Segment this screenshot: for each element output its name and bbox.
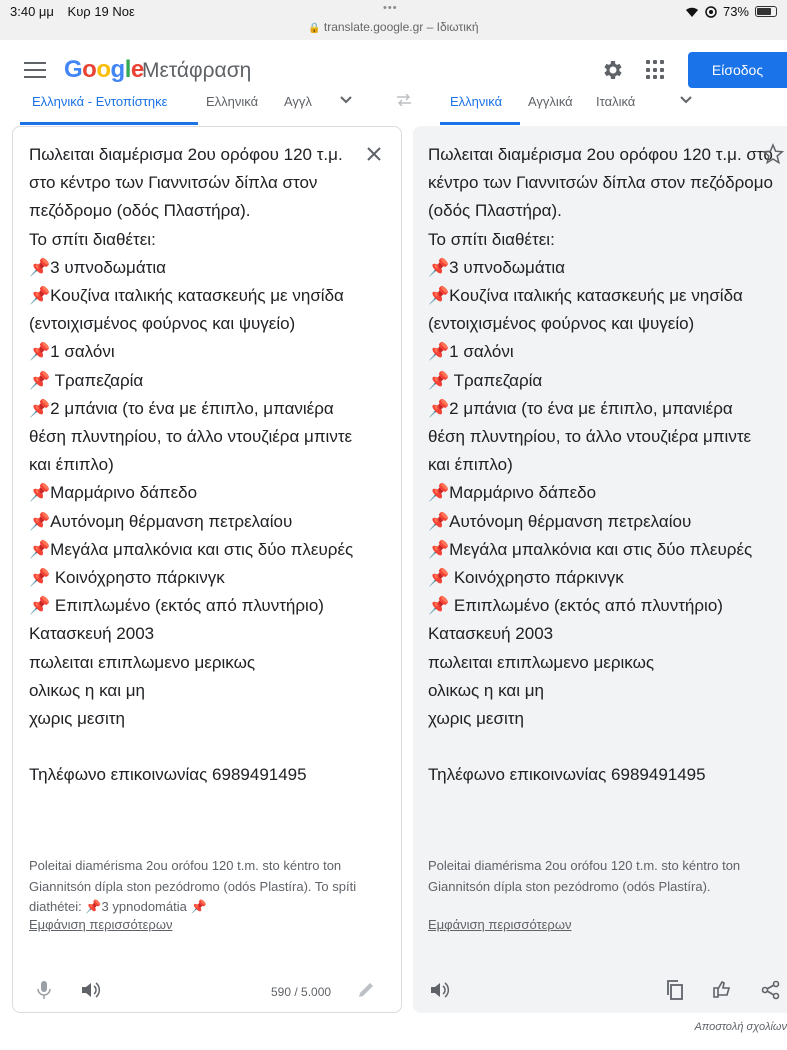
battery-percent: 73% — [722, 4, 749, 19]
send-feedback-link[interactable]: Αποστολή σχολίων — [694, 1021, 787, 1033]
character-counter: 590 / 5.000 — [271, 985, 332, 999]
source-show-more-link[interactable]: Εμφάνιση περισσότερων — [29, 917, 173, 932]
tab-source-detected[interactable]: Ελληνικά - Εντοπίστηκε — [32, 94, 168, 109]
tab-target-greek[interactable]: Ελληνικά — [450, 94, 503, 109]
language-tabs — [0, 88, 787, 126]
edit-pencil-icon[interactable] — [355, 979, 377, 1001]
gear-icon[interactable] — [600, 58, 624, 82]
battery-icon — [755, 6, 777, 17]
source-panel — [12, 126, 402, 1013]
swap-languages-icon[interactable] — [396, 94, 412, 106]
target-show-more-link[interactable]: Εμφάνιση περισσότερων — [428, 917, 572, 932]
speaker-icon[interactable] — [79, 979, 101, 1001]
feedback-rate-icon[interactable] — [712, 979, 734, 1001]
status-time-date — [10, 4, 145, 19]
microphone-icon[interactable] — [33, 979, 55, 1001]
tab-target-italian[interactable]: Ιταλικά — [596, 94, 636, 109]
target-tab-underline — [440, 122, 520, 125]
google-logo[interactable]: Google — [64, 56, 144, 83]
source-tab-underline — [20, 122, 198, 125]
private-label: – Ιδιωτική — [426, 20, 479, 34]
signin-button[interactable]: Είσοδος — [688, 52, 787, 88]
status-date: Κυρ 19 Νοε — [67, 4, 135, 19]
tab-target-english[interactable]: Αγγλικά — [528, 94, 573, 109]
browser-dots[interactable]: ••• — [383, 2, 398, 14]
orientation-lock-icon — [705, 6, 717, 18]
copy-icon[interactable] — [664, 979, 686, 1001]
star-icon[interactable] — [762, 143, 784, 165]
clear-text-icon[interactable] — [365, 145, 383, 163]
speaker-icon[interactable] — [428, 979, 450, 1001]
menu-icon[interactable] — [24, 62, 46, 78]
status-time: 3:40 μμ — [10, 4, 54, 19]
translation-output: Πωλειται διαμέρισμα 2ου ορόφου 120 τ.μ. στο κέντρο των Γιαννιτσών δίπλα στον πεζόδρομο (οδός Πλαστήρα). Το σπίτι διαθέτει: 📌3 υπνοδωμάτια 📌Κουζίνα ιταλικής κατασκευής με νησίδα (εντοιχισμένος φούρνος και ψυγείο) 📌1 σαλόνι 📌 Τραπεζαρία 📌2 μπάνια (το ένα με έπιπλο, μπανιέρα θέση πλυντηρίου, το άλλο ντουζιέρα μπιντε και έπιπλο) 📌Μαρμάρινο δάπεδο 📌Αυτόνομη θέρμανση πετρελαίου 📌Μεγάλα μπαλκόνια και στις δύο πλευρές 📌 Κοινόχρηστο πάρκινγκ 📌 Επιπλωμένο (εκτός από πλυντήριο) Κατασκευή 2003 πωλειται επιπλωμενο μερικως ολικως η και μη χωρις μεσιτη Τηλέφωνο επικοινωνίας 6989491495 — [428, 145, 773, 785]
status-indicators — [685, 4, 777, 19]
wifi-icon — [685, 6, 699, 18]
status-bar — [0, 0, 787, 40]
source-transliteration: Poleitai diamérisma 2ou orófou 120 t.m. sto kéntro ton Giannitsón dípla ston pezódromo (odós Plastíra). To spíti diathétei: 📌3 ypnodomátia 📌 — [29, 858, 357, 914]
tab-source-greek[interactable]: Ελληνικά — [206, 94, 259, 109]
chevron-down-icon[interactable] — [680, 96, 692, 104]
product-name: Μετάφραση — [142, 59, 252, 82]
target-transliteration: Poleitai diamérisma 2ou orófou 120 t.m. sto kéntro ton Giannitsón dípla ston pezódromo (odós Plastíra). — [428, 858, 741, 894]
lock-icon: 🔒 — [308, 23, 321, 34]
source-textarea[interactable]: Πωλειται διαμέρισμα 2ου ορόφου 120 τ.μ. στο κέντρο των Γιαννιτσών δίπλα στον πεζόδρομο (οδός Πλαστήρα). Το σπίτι διαθέτει: 📌3 υπνοδωμάτια 📌Κουζίνα ιταλικής κατασκευής με νησίδα (εντοιχισμένος φούρνος και ψυγείο) 📌1 σαλόνι 📌 Τραπεζαρία 📌2 μπάνια (το ένα με έπιπλο, μπανιέρα θέση πλυντηρίου, το άλλο ντουζιέρα μπιντε και έπιπλο) 📌Μαρμάρινο δάπεδο 📌Αυτόνομη θέρμανση πετρελαίου 📌Μεγάλα μπαλκόνια και στις δύο πλευρές 📌 Κοινόχρηστο πάρκινγκ 📌 Επιπλωμένο (εκτός από πλυντήριο) Κατασκευή 2003 πωλειται επιπλωμενο μερικως ολικως η και μη χωρις μεσιτη Τηλέφωνο επικοινωνίας 6989491495 — [29, 145, 354, 785]
share-icon[interactable] — [760, 979, 782, 1001]
address-bar[interactable] — [0, 20, 787, 34]
url-text: translate.google.gr — [323, 20, 424, 34]
apps-grid-icon[interactable] — [646, 60, 666, 80]
chevron-down-icon[interactable] — [340, 96, 352, 104]
tab-source-english[interactable]: Αγγλ — [284, 94, 312, 109]
target-panel — [413, 126, 787, 1013]
